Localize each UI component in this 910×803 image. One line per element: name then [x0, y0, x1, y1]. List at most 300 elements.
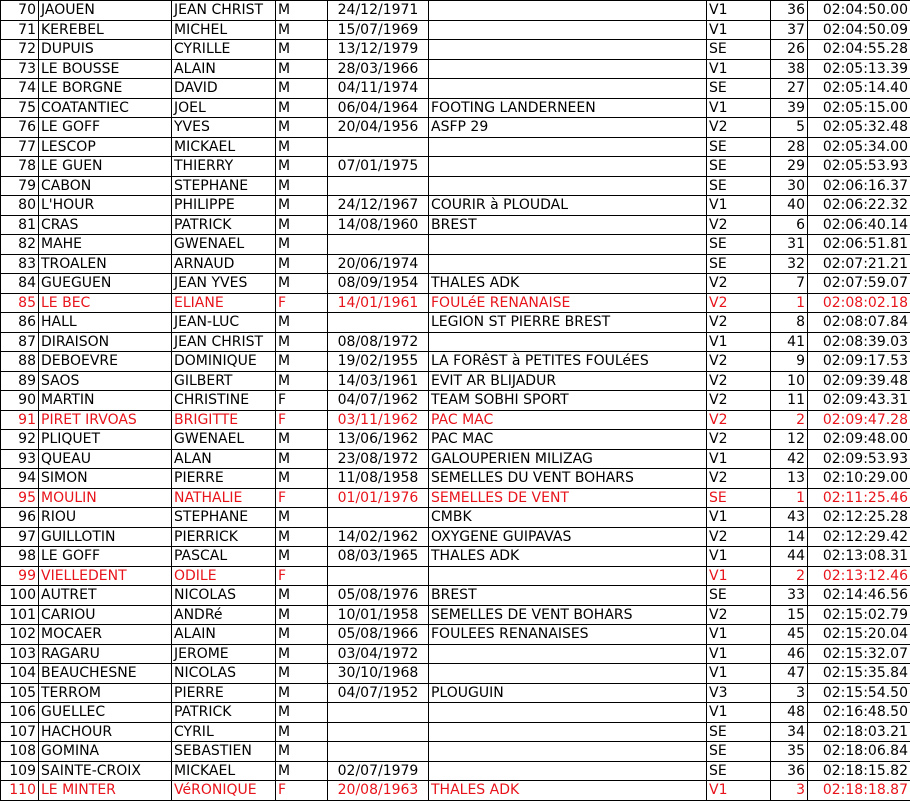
category-cell: V1 [707, 703, 771, 723]
time-cell: 02:06:40.14 [808, 215, 910, 235]
last-name-cell: LE GOFF [39, 118, 172, 138]
club-cell: SEMELLES DE VENT [429, 488, 707, 508]
first-name-cell: CYRIL [172, 722, 276, 742]
birth-date-cell: 14/03/1961 [328, 371, 429, 391]
club-cell: FOULEES RENANAISES [429, 625, 707, 645]
category-rank-cell: 41 [771, 332, 808, 352]
first-name-cell: GWENAEL [172, 235, 276, 255]
first-name-cell: NICOLAS [172, 664, 276, 684]
time-cell: 02:18:18.87 [808, 781, 910, 801]
table-row [1, 1, 910, 21]
last-name-cell: LE GUEN [39, 157, 172, 177]
club-cell [429, 566, 707, 586]
sex-cell: F [276, 488, 328, 508]
club-cell [429, 20, 707, 40]
category-rank-cell: 35 [771, 742, 808, 762]
category-cell: V1 [707, 196, 771, 216]
category-rank-cell: 34 [771, 722, 808, 742]
sex-cell: M [276, 98, 328, 118]
category-cell: SE [707, 742, 771, 762]
time-cell: 02:06:51.81 [808, 235, 910, 255]
table-row [1, 430, 910, 450]
birth-date-cell [328, 722, 429, 742]
rank-cell: 102 [1, 625, 39, 645]
birth-date-cell: 19/02/1955 [328, 352, 429, 372]
sex-cell: M [276, 254, 328, 274]
time-cell: 02:12:29.42 [808, 527, 910, 547]
sex-cell: M [276, 137, 328, 157]
last-name-cell: VIELLEDENT [39, 566, 172, 586]
club-cell [429, 79, 707, 99]
birth-date-cell: 13/12/1979 [328, 40, 429, 60]
rank-cell: 97 [1, 527, 39, 547]
first-name-cell: DOMINIQUE [172, 352, 276, 372]
club-cell [429, 332, 707, 352]
last-name-cell: AUTRET [39, 586, 172, 606]
time-cell: 02:15:32.07 [808, 644, 910, 664]
club-cell: BREST [429, 215, 707, 235]
first-name-cell: MICHEL [172, 20, 276, 40]
first-name-cell: ALAIN [172, 59, 276, 79]
sex-cell: M [276, 274, 328, 294]
category-cell: V2 [707, 391, 771, 411]
category-rank-cell: 39 [771, 98, 808, 118]
last-name-cell: TERROM [39, 683, 172, 703]
category-rank-cell: 44 [771, 547, 808, 567]
first-name-cell: GWENAEL [172, 430, 276, 450]
rank-cell: 82 [1, 235, 39, 255]
category-cell: V2 [707, 410, 771, 430]
time-cell: 02:04:50.00 [808, 1, 910, 21]
rank-cell: 90 [1, 391, 39, 411]
time-cell: 02:05:32.48 [808, 118, 910, 138]
club-cell [429, 137, 707, 157]
table-row [1, 469, 910, 489]
birth-date-cell: 01/01/1976 [328, 488, 429, 508]
sex-cell: F [276, 293, 328, 313]
birth-date-cell: 14/01/1961 [328, 293, 429, 313]
category-cell: V2 [707, 352, 771, 372]
category-rank-cell: 45 [771, 625, 808, 645]
category-cell: V2 [707, 118, 771, 138]
birth-date-cell: 04/07/1952 [328, 683, 429, 703]
birth-date-cell: 08/08/1972 [328, 332, 429, 352]
club-cell: EVIT AR BLIJADUR [429, 371, 707, 391]
table-row [1, 293, 910, 313]
birth-date-cell: 03/04/1972 [328, 644, 429, 664]
time-cell: 02:14:46.56 [808, 586, 910, 606]
birth-date-cell: 30/10/1968 [328, 664, 429, 684]
sex-cell: M [276, 332, 328, 352]
club-cell: COURIR à PLOUDAL [429, 196, 707, 216]
sex-cell: M [276, 1, 328, 21]
last-name-cell: DIRAISON [39, 332, 172, 352]
last-name-cell: CABON [39, 176, 172, 196]
category-cell: SE [707, 586, 771, 606]
club-cell: TEAM SOBHI SPORT [429, 391, 707, 411]
table-row [1, 79, 910, 99]
category-rank-cell: 14 [771, 527, 808, 547]
category-rank-cell: 2 [771, 410, 808, 430]
sex-cell: M [276, 79, 328, 99]
table-row [1, 625, 910, 645]
first-name-cell: GILBERT [172, 371, 276, 391]
time-cell: 02:05:15.00 [808, 98, 910, 118]
sex-cell: F [276, 566, 328, 586]
birth-date-cell [328, 235, 429, 255]
club-cell: OXYGENE GUIPAVAS [429, 527, 707, 547]
club-cell: THALES ADK [429, 547, 707, 567]
category-cell: V2 [707, 274, 771, 294]
table-row [1, 20, 910, 40]
club-cell: CMBK [429, 508, 707, 528]
sex-cell: M [276, 547, 328, 567]
birth-date-cell: 08/03/1965 [328, 547, 429, 567]
category-cell: V1 [707, 625, 771, 645]
club-cell: PAC MAC [429, 410, 707, 430]
last-name-cell: MOCAER [39, 625, 172, 645]
rank-cell: 106 [1, 703, 39, 723]
sex-cell: F [276, 781, 328, 801]
rank-cell: 92 [1, 430, 39, 450]
sex-cell: M [276, 430, 328, 450]
birth-date-cell: 05/08/1976 [328, 586, 429, 606]
category-cell: V3 [707, 683, 771, 703]
last-name-cell: HALL [39, 313, 172, 333]
sex-cell: M [276, 683, 328, 703]
rank-cell: 108 [1, 742, 39, 762]
last-name-cell: LESCOP [39, 137, 172, 157]
time-cell: 02:04:55.28 [808, 40, 910, 60]
rank-cell: 88 [1, 352, 39, 372]
rank-cell: 76 [1, 118, 39, 138]
category-rank-cell: 28 [771, 137, 808, 157]
category-rank-cell: 13 [771, 469, 808, 489]
sex-cell: F [276, 410, 328, 430]
sex-cell: M [276, 118, 328, 138]
time-cell: 02:15:20.04 [808, 625, 910, 645]
last-name-cell: GOMINA [39, 742, 172, 762]
category-cell: V1 [707, 547, 771, 567]
birth-date-cell: 24/12/1967 [328, 196, 429, 216]
first-name-cell: DAVID [172, 79, 276, 99]
last-name-cell: CARIOU [39, 605, 172, 625]
first-name-cell: BRIGITTE [172, 410, 276, 430]
sex-cell: M [276, 742, 328, 762]
category-rank-cell: 48 [771, 703, 808, 723]
rank-cell: 105 [1, 683, 39, 703]
last-name-cell: SIMON [39, 469, 172, 489]
sex-cell: M [276, 196, 328, 216]
club-cell [429, 664, 707, 684]
table-row [1, 40, 910, 60]
first-name-cell: JEAN CHRIST [172, 332, 276, 352]
time-cell: 02:08:07.84 [808, 313, 910, 333]
category-cell: V2 [707, 469, 771, 489]
rank-cell: 71 [1, 20, 39, 40]
table-row [1, 742, 910, 762]
last-name-cell: MAHE [39, 235, 172, 255]
sex-cell: M [276, 508, 328, 528]
category-rank-cell: 36 [771, 761, 808, 781]
table-row [1, 332, 910, 352]
rank-cell: 78 [1, 157, 39, 177]
last-name-cell: LE BORGNE [39, 79, 172, 99]
last-name-cell: DEBOEVRE [39, 352, 172, 372]
club-cell [429, 742, 707, 762]
first-name-cell: NATHALIE [172, 488, 276, 508]
first-name-cell: PATRICK [172, 215, 276, 235]
category-rank-cell: 30 [771, 176, 808, 196]
table-row [1, 274, 910, 294]
first-name-cell: JEAN CHRIST [172, 1, 276, 21]
category-cell: V1 [707, 332, 771, 352]
category-rank-cell: 2 [771, 566, 808, 586]
last-name-cell: KEREBEL [39, 20, 172, 40]
table-row [1, 137, 910, 157]
time-cell: 02:07:21.21 [808, 254, 910, 274]
first-name-cell: JEAN-LUC [172, 313, 276, 333]
time-cell: 02:05:34.00 [808, 137, 910, 157]
category-cell: SE [707, 488, 771, 508]
time-cell: 02:06:16.37 [808, 176, 910, 196]
first-name-cell: JEAN YVES [172, 274, 276, 294]
birth-date-cell [328, 313, 429, 333]
last-name-cell: BEAUCHESNE [39, 664, 172, 684]
rank-cell: 89 [1, 371, 39, 391]
first-name-cell: ALAIN [172, 625, 276, 645]
category-rank-cell: 11 [771, 391, 808, 411]
sex-cell: M [276, 703, 328, 723]
first-name-cell: ELIANE [172, 293, 276, 313]
time-cell: 02:15:54.50 [808, 683, 910, 703]
rank-cell: 107 [1, 722, 39, 742]
sex-cell: M [276, 313, 328, 333]
sex-cell: M [276, 605, 328, 625]
last-name-cell: HACHOUR [39, 722, 172, 742]
last-name-cell: LE BOUSSE [39, 59, 172, 79]
first-name-cell: ARNAUD [172, 254, 276, 274]
category-cell: V1 [707, 508, 771, 528]
club-cell [429, 644, 707, 664]
sex-cell: M [276, 664, 328, 684]
category-rank-cell: 33 [771, 586, 808, 606]
sex-cell: M [276, 449, 328, 469]
sex-cell: M [276, 586, 328, 606]
time-cell: 02:05:13.39 [808, 59, 910, 79]
time-cell: 02:08:02.18 [808, 293, 910, 313]
first-name-cell: CHRISTINE [172, 391, 276, 411]
last-name-cell: GUILLOTIN [39, 527, 172, 547]
time-cell: 02:09:43.31 [808, 391, 910, 411]
time-cell: 02:10:29.00 [808, 469, 910, 489]
birth-date-cell [328, 566, 429, 586]
category-cell: V2 [707, 313, 771, 333]
sex-cell: M [276, 157, 328, 177]
rank-cell: 110 [1, 781, 39, 801]
birth-date-cell [328, 508, 429, 528]
club-cell: THALES ADK [429, 781, 707, 801]
time-cell: 02:18:06.84 [808, 742, 910, 762]
rank-cell: 83 [1, 254, 39, 274]
club-cell [429, 722, 707, 742]
category-rank-cell: 40 [771, 196, 808, 216]
rank-cell: 91 [1, 410, 39, 430]
club-cell [429, 761, 707, 781]
club-cell: PAC MAC [429, 430, 707, 450]
sex-cell: M [276, 371, 328, 391]
category-cell: SE [707, 40, 771, 60]
rank-cell: 74 [1, 79, 39, 99]
rank-cell: 80 [1, 196, 39, 216]
first-name-cell: ALAN [172, 449, 276, 469]
category-rank-cell: 9 [771, 352, 808, 372]
category-rank-cell: 42 [771, 449, 808, 469]
last-name-cell: PLIQUET [39, 430, 172, 450]
table-row [1, 722, 910, 742]
last-name-cell: RIOU [39, 508, 172, 528]
category-cell: V2 [707, 293, 771, 313]
first-name-cell: NICOLAS [172, 586, 276, 606]
birth-date-cell: 06/04/1964 [328, 98, 429, 118]
table-row [1, 215, 910, 235]
table-row [1, 488, 910, 508]
time-cell: 02:09:53.93 [808, 449, 910, 469]
sex-cell: M [276, 469, 328, 489]
first-name-cell: PIERRICK [172, 527, 276, 547]
birth-date-cell: 05/08/1966 [328, 625, 429, 645]
club-cell: LA FORêST à PETITES FOULéES [429, 352, 707, 372]
birth-date-cell [328, 137, 429, 157]
table-row [1, 196, 910, 216]
birth-date-cell: 04/07/1962 [328, 391, 429, 411]
last-name-cell: MOULIN [39, 488, 172, 508]
first-name-cell: STEPHANE [172, 508, 276, 528]
table-row [1, 235, 910, 255]
category-rank-cell: 26 [771, 40, 808, 60]
first-name-cell: STEPHANE [172, 176, 276, 196]
birth-date-cell: 23/08/1972 [328, 449, 429, 469]
last-name-cell: RAGARU [39, 644, 172, 664]
category-rank-cell: 43 [771, 508, 808, 528]
time-cell: 02:05:14.40 [808, 79, 910, 99]
table-row [1, 761, 910, 781]
table-row [1, 176, 910, 196]
sex-cell: M [276, 527, 328, 547]
time-cell: 02:13:12.46 [808, 566, 910, 586]
last-name-cell: CRAS [39, 215, 172, 235]
table-row [1, 605, 910, 625]
sex-cell: M [276, 235, 328, 255]
sex-cell: M [276, 176, 328, 196]
category-rank-cell: 32 [771, 254, 808, 274]
category-rank-cell: 29 [771, 157, 808, 177]
first-name-cell: SEBASTIEN [172, 742, 276, 762]
last-name-cell: JAOUEN [39, 1, 172, 21]
category-rank-cell: 31 [771, 235, 808, 255]
category-cell: SE [707, 761, 771, 781]
last-name-cell: SAOS [39, 371, 172, 391]
table-row [1, 508, 910, 528]
category-cell: V2 [707, 430, 771, 450]
birth-date-cell: 20/08/1963 [328, 781, 429, 801]
last-name-cell: COATANTIEC [39, 98, 172, 118]
last-name-cell: QUEAU [39, 449, 172, 469]
category-rank-cell: 8 [771, 313, 808, 333]
rank-cell: 73 [1, 59, 39, 79]
table-row [1, 664, 910, 684]
category-cell: SE [707, 157, 771, 177]
category-rank-cell: 6 [771, 215, 808, 235]
first-name-cell: PASCAL [172, 547, 276, 567]
time-cell: 02:13:08.31 [808, 547, 910, 567]
last-name-cell: LE GOFF [39, 547, 172, 567]
sex-cell: M [276, 215, 328, 235]
time-cell: 02:18:03.21 [808, 722, 910, 742]
birth-date-cell: 02/07/1979 [328, 761, 429, 781]
rank-cell: 79 [1, 176, 39, 196]
first-name-cell: CYRILLE [172, 40, 276, 60]
table-row [1, 118, 910, 138]
club-cell: FOULéE RENANAISE [429, 293, 707, 313]
table-row [1, 683, 910, 703]
first-name-cell: VéRONIQUE [172, 781, 276, 801]
birth-date-cell: 14/08/1960 [328, 215, 429, 235]
category-cell: SE [707, 79, 771, 99]
club-cell: FOOTING LANDERNEEN [429, 98, 707, 118]
category-cell: SE [707, 137, 771, 157]
sex-cell: M [276, 352, 328, 372]
last-name-cell: GUEGUEN [39, 274, 172, 294]
sex-cell: M [276, 761, 328, 781]
category-cell: V2 [707, 605, 771, 625]
birth-date-cell: 14/02/1962 [328, 527, 429, 547]
first-name-cell: JEROME [172, 644, 276, 664]
sex-cell: M [276, 722, 328, 742]
club-cell [429, 176, 707, 196]
birth-date-cell: 15/07/1969 [328, 20, 429, 40]
sex-cell: M [276, 625, 328, 645]
table-row [1, 98, 910, 118]
category-cell: V1 [707, 664, 771, 684]
rank-cell: 86 [1, 313, 39, 333]
time-cell: 02:05:53.93 [808, 157, 910, 177]
table-row [1, 527, 910, 547]
birth-date-cell: 08/09/1954 [328, 274, 429, 294]
club-cell: BREST [429, 586, 707, 606]
club-cell: ASFP 29 [429, 118, 707, 138]
birth-date-cell: 11/08/1958 [328, 469, 429, 489]
category-rank-cell: 38 [771, 59, 808, 79]
category-rank-cell: 36 [771, 1, 808, 21]
rank-cell: 104 [1, 664, 39, 684]
time-cell: 02:06:22.32 [808, 196, 910, 216]
rank-cell: 84 [1, 274, 39, 294]
category-rank-cell: 1 [771, 488, 808, 508]
sex-cell: M [276, 644, 328, 664]
birth-date-cell: 07/01/1975 [328, 157, 429, 177]
category-rank-cell: 15 [771, 605, 808, 625]
rank-cell: 96 [1, 508, 39, 528]
time-cell: 02:04:50.09 [808, 20, 910, 40]
category-cell: V1 [707, 98, 771, 118]
table-row [1, 410, 910, 430]
rank-cell: 101 [1, 605, 39, 625]
time-cell: 02:09:47.28 [808, 410, 910, 430]
table-row [1, 781, 910, 801]
last-name-cell: LE BEC [39, 293, 172, 313]
category-cell: V1 [707, 20, 771, 40]
